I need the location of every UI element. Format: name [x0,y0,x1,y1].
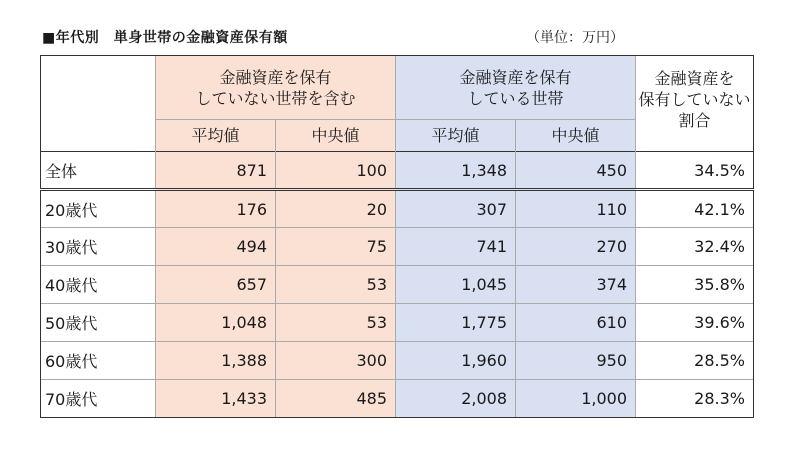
cell-med2: 110 [516,190,636,228]
cell-med1: 53 [276,266,396,304]
header-corner [41,56,156,152]
table-row [41,228,754,266]
cell-ratio: 39.6% [636,304,754,342]
cell-med2: 950 [516,342,636,380]
cell-avg1: 657 [156,266,276,304]
header-med-without: 中央値 [276,120,396,152]
cell-med2: 374 [516,266,636,304]
cell-med1: 53 [276,304,396,342]
cell-avg2: 1,045 [396,266,516,304]
cell-med2: 1,000 [516,380,636,418]
cell-avg1: 176 [156,190,276,228]
header-avg-with: 平均値 [396,120,516,152]
cell-med2: 610 [516,304,636,342]
header-group-with [396,56,636,120]
unit-label: （単位：万円） [526,30,624,46]
table-row [41,304,754,342]
cell-avg2: 1,960 [396,342,516,380]
table-row [41,190,754,228]
cell-med1: 75 [276,228,396,266]
row-label: 20歳代 [41,190,156,228]
cell-ratio: 32.4% [636,228,754,266]
row-label: 全体 [41,152,156,190]
cell-ratio: 34.5% [636,152,754,190]
cell-avg1: 1,433 [156,380,276,418]
header-med-with: 中央値 [516,120,636,152]
row-label: 60歳代 [41,342,156,380]
table-row [41,342,754,380]
cell-ratio: 28.3% [636,380,754,418]
cell-med1: 100 [276,152,396,190]
header-ratio-label: 金融資産を 保有していない 割合 [638,69,751,130]
header-avg-without: 平均値 [156,120,276,152]
table-row [41,152,754,190]
cell-avg1: 1,048 [156,304,276,342]
cell-med2: 270 [516,228,636,266]
cell-avg1: 1,388 [156,342,276,380]
cell-avg1: 871 [156,152,276,190]
row-label: 30歳代 [41,228,156,266]
header-group-without-label: 金融資産を保有 していない世帯を含む [195,67,356,108]
cell-med1: 300 [276,342,396,380]
cell-avg2: 307 [396,190,516,228]
cell-avg2: 741 [396,228,516,266]
table-row [41,380,754,418]
table-title: ■年代別 単身世帯の金融資産保有額 [42,30,288,46]
cell-ratio: 28.5% [636,342,754,380]
cell-ratio: 35.8% [636,266,754,304]
table-row [41,266,754,304]
cell-ratio: 42.1% [636,190,754,228]
cell-avg2: 2,008 [396,380,516,418]
header-group-without [156,56,396,120]
row-label: 40歳代 [41,266,156,304]
asset-table [40,55,754,418]
cell-avg2: 1,775 [396,304,516,342]
cell-avg1: 494 [156,228,276,266]
cell-avg2: 1,348 [396,152,516,190]
cell-med1: 485 [276,380,396,418]
row-label: 70歳代 [41,380,156,418]
header-group-with-label: 金融資産を保有 している世帯 [459,67,572,108]
cell-med2: 450 [516,152,636,190]
row-label: 50歳代 [41,304,156,342]
header-ratio [636,56,754,152]
cell-med1: 20 [276,190,396,228]
